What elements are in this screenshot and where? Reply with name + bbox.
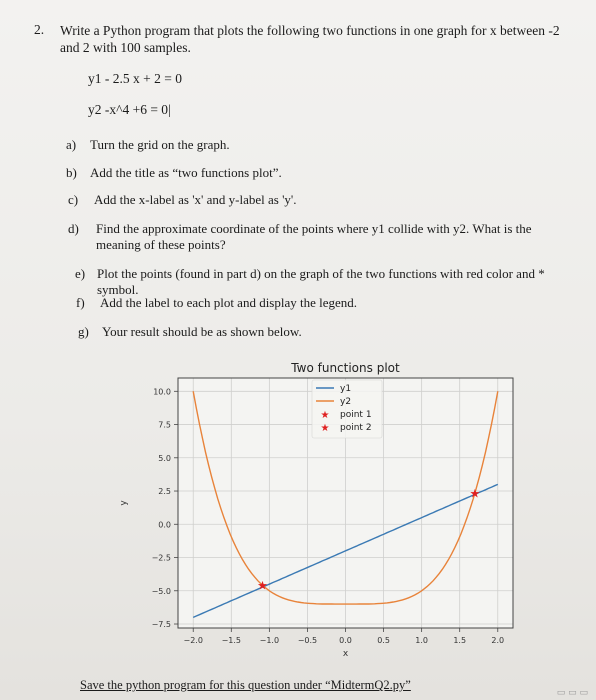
x-tick-label: 0.5 <box>377 636 390 645</box>
item-label: g) <box>78 324 89 339</box>
y-axis-label: y <box>119 500 129 506</box>
function-chart <box>108 358 528 658</box>
item-label: e) <box>75 266 86 281</box>
x-tick-label: −0.5 <box>297 636 318 645</box>
item-text: Add the label to each plot and display the legend. <box>100 295 358 310</box>
y-tick-label: 2.5 <box>158 487 171 497</box>
chart-svg <box>108 358 528 658</box>
y-tick-label: 5.0 <box>158 453 171 463</box>
equation-2: y2 -x^4 +6 = 0| <box>88 102 171 117</box>
equation-1: y1 - 2.5 x + 2 = 0 <box>88 71 182 86</box>
item-label: c) <box>68 192 79 207</box>
x-tick-label: 1.5 <box>453 636 467 645</box>
x-tick-label: 0.0 <box>339 636 352 645</box>
legend-label-point-2: point 2 <box>340 423 372 433</box>
x-tick-label: −1.0 <box>259 636 280 645</box>
x-tick-label: −2.0 <box>183 636 203 645</box>
y-tick-label: 0.0 <box>158 520 171 530</box>
legend-marker-point-1: ★ <box>320 410 330 421</box>
item-label: a) <box>66 137 77 152</box>
item-text: Plot the points (found in part d) on the graph of the two functions with red color and * symbol. <box>97 266 545 297</box>
item-text: Add the x-label as 'x' and y-label as 'y'. <box>94 192 297 207</box>
x-tick-label: −1.5 <box>221 636 242 645</box>
legend-marker-point-2: ★ <box>320 423 330 434</box>
x-tick-label: 1.0 <box>415 636 429 645</box>
point-marker-1: ★ <box>257 578 268 593</box>
item-label: b) <box>66 165 77 180</box>
legend-label-y2: y2 <box>340 397 352 407</box>
y-tick-label: −2.5 <box>151 553 171 563</box>
item-text: Your result should be as shown below. <box>102 324 302 339</box>
legend-label-point-1: point 1 <box>340 410 372 420</box>
question-number: 2. <box>34 22 45 37</box>
page-corner-marks: ▭ ▭ ▭ <box>556 688 588 698</box>
item-text: Turn the grid on the graph. <box>90 137 230 152</box>
footer-instruction: Save the python program for this question under “MidtermQ2.py” <box>80 678 411 692</box>
point-marker-2: ★ <box>469 486 481 501</box>
y-tick-label: −7.5 <box>151 620 171 630</box>
item-text: Find the approximate coordinate of the points where y1 collide with y2. What is the meaning of these points? <box>96 221 532 252</box>
x-axis-label: x <box>342 649 349 658</box>
item-label: d) <box>68 221 79 236</box>
y-tick-label: 7.5 <box>158 420 171 430</box>
y-tick-label: 10.0 <box>153 387 171 397</box>
x-tick-label: 2.0 <box>491 636 505 645</box>
chart-title: Two functions plot <box>291 361 400 375</box>
item-text: Add the title as “two functions plot”. <box>90 165 282 180</box>
y-tick-label: −5.0 <box>151 586 171 596</box>
question-text: Write a Python program that plots the following two functions in one graph for x between -2 and 2 with 100 samples. <box>60 23 560 55</box>
legend-label-y1: y1 <box>340 384 352 394</box>
item-label: f) <box>76 295 85 310</box>
